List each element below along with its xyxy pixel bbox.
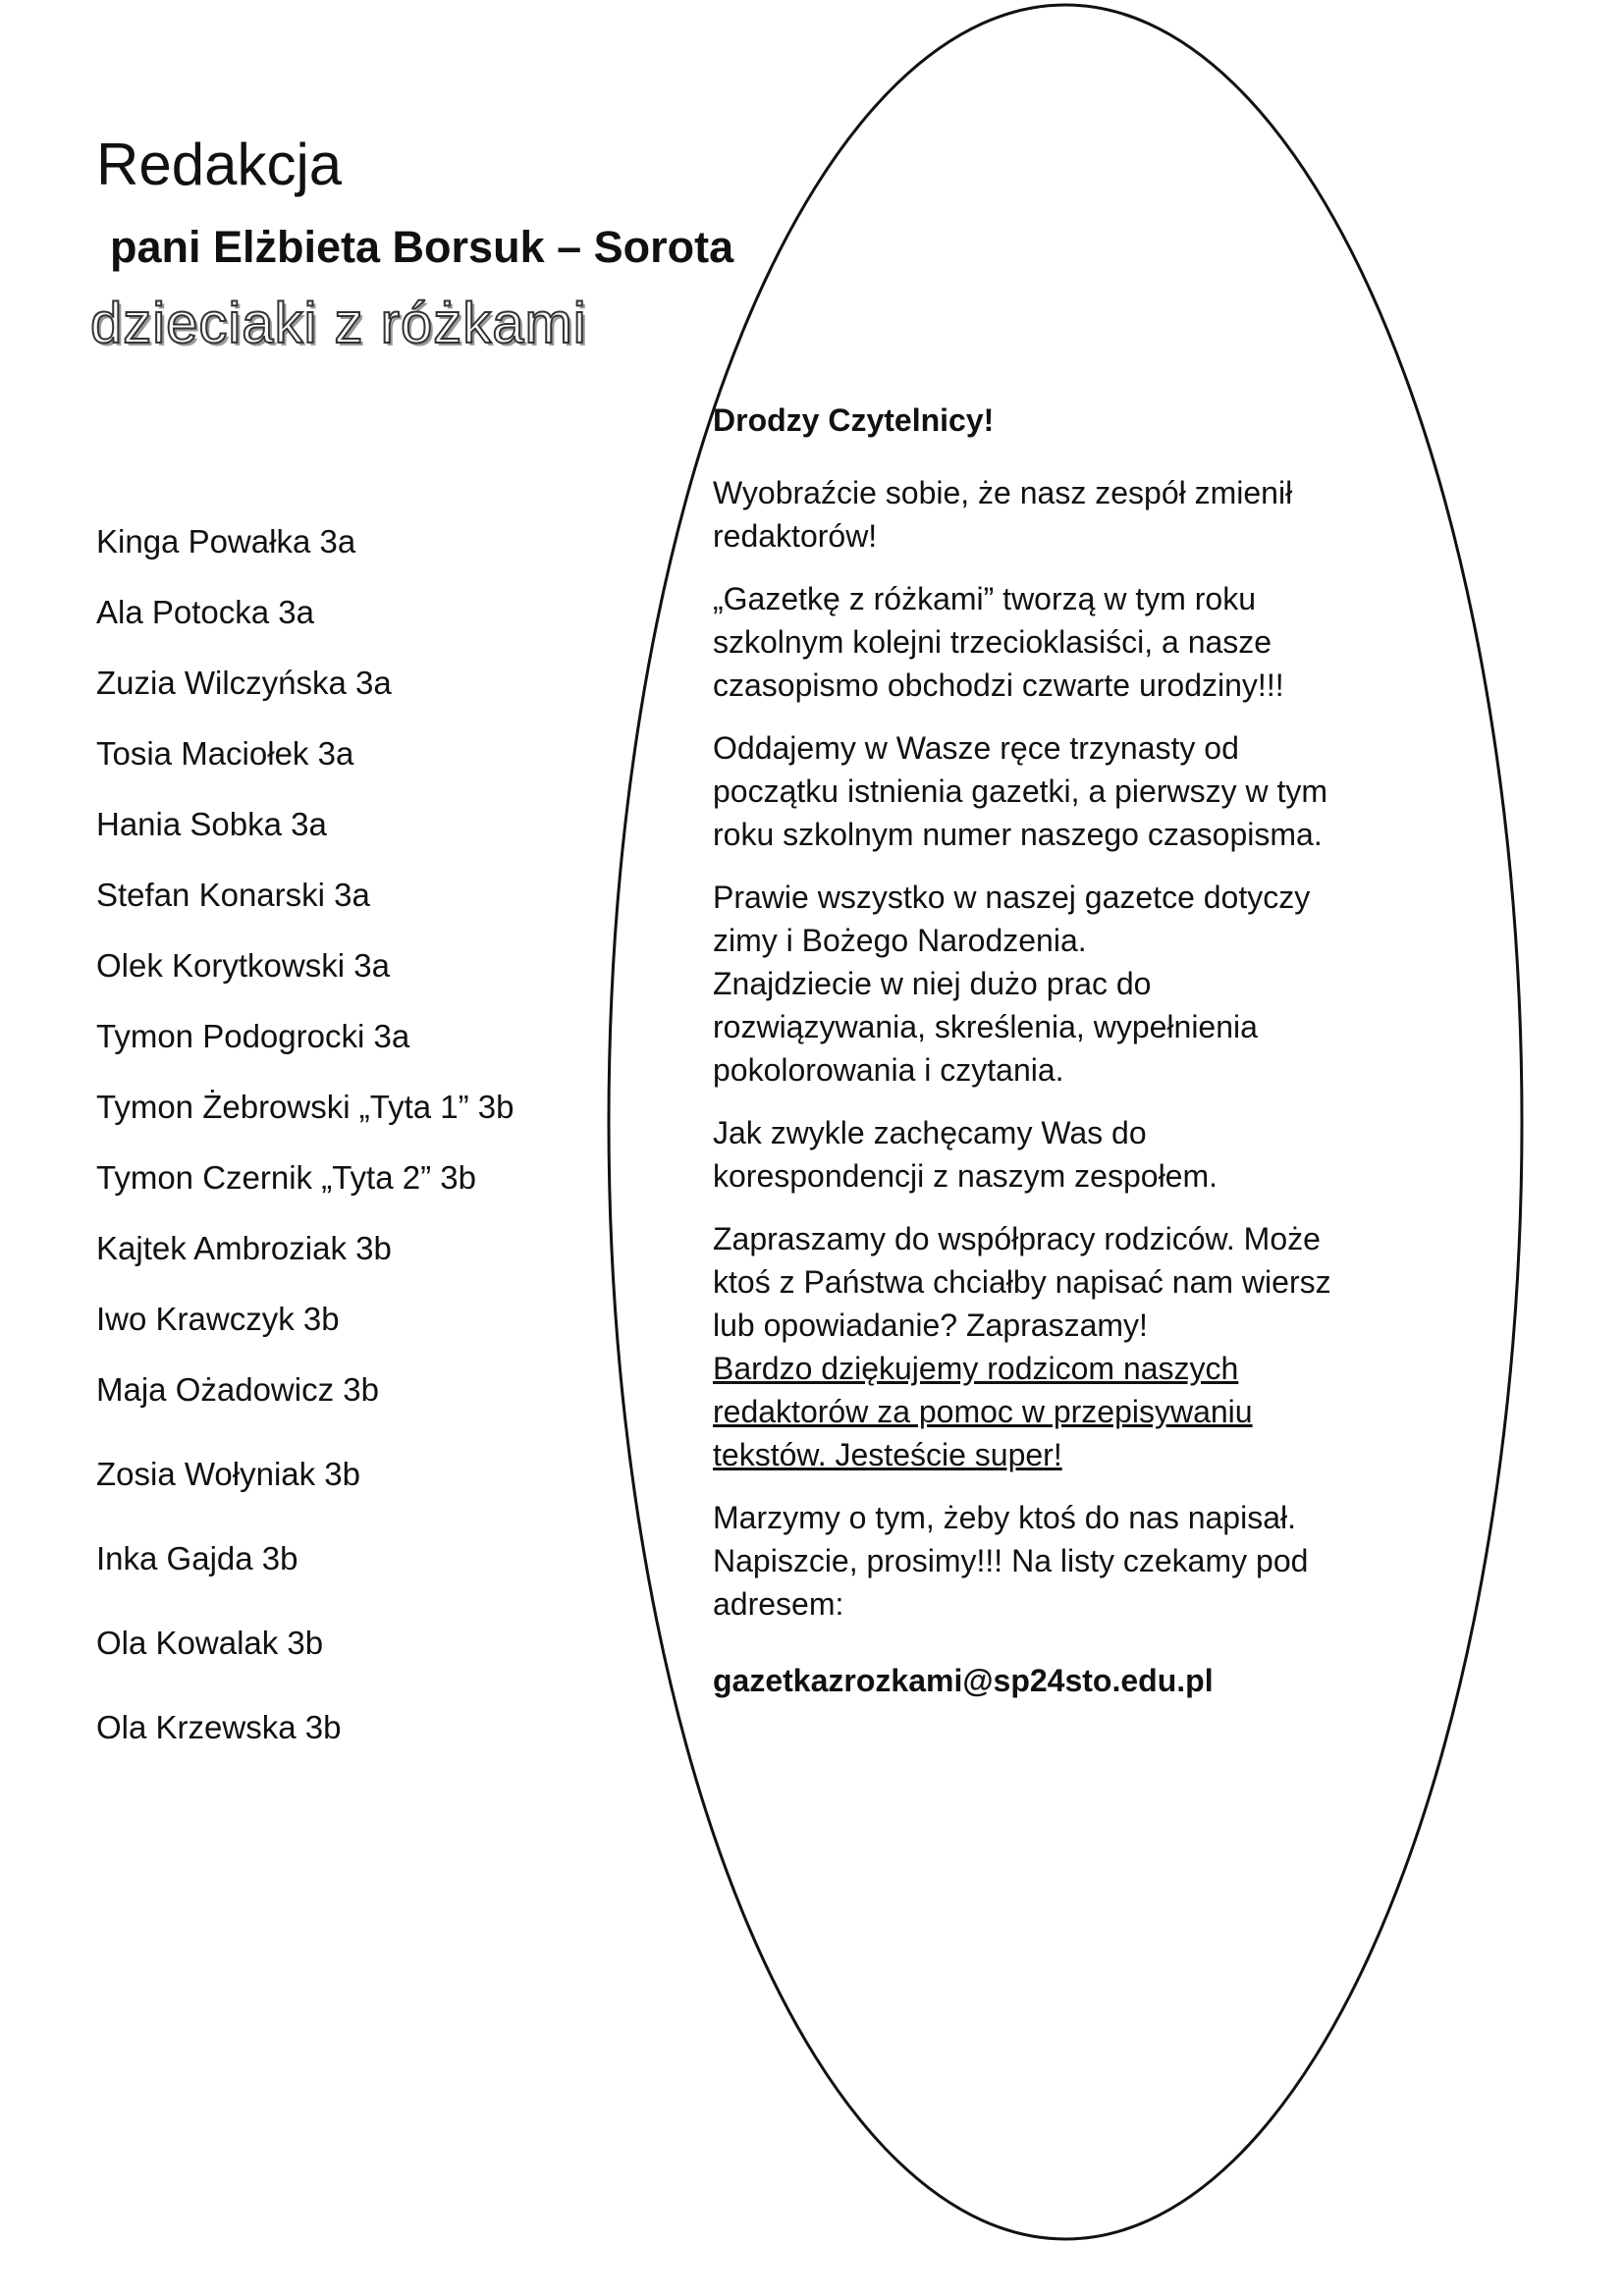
team-name-wordart: dzieciaki z różkami: [90, 292, 587, 355]
editor-name: Hania Sobka 3a: [96, 806, 327, 842]
text-line: Oddajemy w Wasze ręce trzynasty od: [713, 730, 1239, 766]
text-line: pokolorowania i czytania.: [713, 1052, 1064, 1088]
letter-paragraph: [713, 1111, 1380, 1198]
text-line: „Gazetkę z różkami” tworzą w tym roku: [713, 581, 1256, 616]
text-line: Prawie wszystko w naszej gazetce dotyczy: [713, 880, 1311, 915]
text-line: Znajdziecie w niej dużo prac do: [713, 966, 1152, 1001]
editor-name: Ola Krzewska 3b: [96, 1709, 342, 1745]
letter-to-readers: [713, 399, 1380, 1722]
text-line: Zapraszamy do współpracy rodziców. Może: [713, 1221, 1321, 1256]
text-line: początku istnienia gazetki, a pierwszy w tym: [713, 774, 1328, 809]
thanks-line: redaktorów za pomoc w przepisywaniu: [713, 1394, 1253, 1429]
thanks-line: Bardzo dziękujemy rodzicom naszych: [713, 1351, 1239, 1386]
editor-name: Inka Gajda 3b: [96, 1540, 298, 1576]
text-line: adresem:: [713, 1586, 844, 1622]
editor-name: Zuzia Wilczyńska 3a: [96, 665, 392, 701]
text-line: roku szkolnym numer naszego czasopisma.: [713, 817, 1323, 852]
letter-paragraph: [713, 1496, 1380, 1626]
editor-name: Iwo Krawczyk 3b: [96, 1301, 340, 1337]
text-line: Napiszcie, prosimy!!! Na listy czekamy pod: [713, 1543, 1309, 1578]
letter-greeting: Drodzy Czytelnicy!: [713, 402, 995, 438]
thanks-line: tekstów. Jesteście super!: [713, 1437, 1062, 1472]
editor-name: Ala Potocka 3a: [96, 594, 314, 630]
text-line: rozwiązywania, skreślenia, wypełnienia: [713, 1009, 1258, 1044]
editor-name: Ola Kowalak 3b: [96, 1625, 324, 1661]
letter-paragraph: [713, 876, 1380, 1092]
text-line: zimy i Bożego Narodzenia.: [713, 923, 1087, 958]
letter-paragraph: [713, 1217, 1380, 1476]
editor-name: Maja Ożadowicz 3b: [96, 1371, 379, 1408]
letter-paragraph: [713, 471, 1380, 558]
editor-in-chief: pani Elżbieta Borsuk – Sorota: [110, 222, 734, 272]
text-line: lub opowiadanie? Zapraszamy!: [713, 1308, 1148, 1343]
letter-paragraph: [713, 577, 1380, 707]
text-line: korespondencji z naszym zespołem.: [713, 1158, 1218, 1194]
text-line: czasopismo obchodzi czwarte urodziny!!!: [713, 667, 1284, 703]
page-title: Redakcja: [96, 132, 343, 197]
letter-paragraph: [713, 726, 1380, 856]
editor-name: Olek Korytkowski 3a: [96, 947, 390, 984]
text-line: Wyobraźcie sobie, że nasz zespół zmienił: [713, 475, 1293, 510]
editor-name: Zosia Wołyniak 3b: [96, 1456, 361, 1492]
editor-name: Tymon Czernik „Tyta 2” 3b: [96, 1159, 476, 1196]
editor-name: Tymon Podogrocki 3a: [96, 1018, 410, 1054]
text-line: Jak zwykle zachęcamy Was do: [713, 1115, 1147, 1150]
editor-name: Tymon Żebrowski „Tyta 1” 3b: [96, 1089, 514, 1125]
text-line: Marzymy o tym, żeby ktoś do nas napisał.: [713, 1500, 1296, 1535]
text-line: redaktorów!: [713, 518, 878, 554]
editor-name: Kajtek Ambroziak 3b: [96, 1230, 392, 1266]
editor-name: Tosia Maciołek 3a: [96, 735, 354, 772]
editor-name: Stefan Konarski 3a: [96, 877, 370, 913]
text-line: szkolnym kolejni trzecioklasiści, a nasze: [713, 624, 1272, 660]
text-line: ktoś z Państwa chciałby napisać nam wiersz: [713, 1264, 1331, 1300]
contact-email: gazetkazrozkami@sp24sto.edu.pl: [713, 1663, 1214, 1698]
editor-name: Kinga Powałka 3a: [96, 523, 356, 560]
